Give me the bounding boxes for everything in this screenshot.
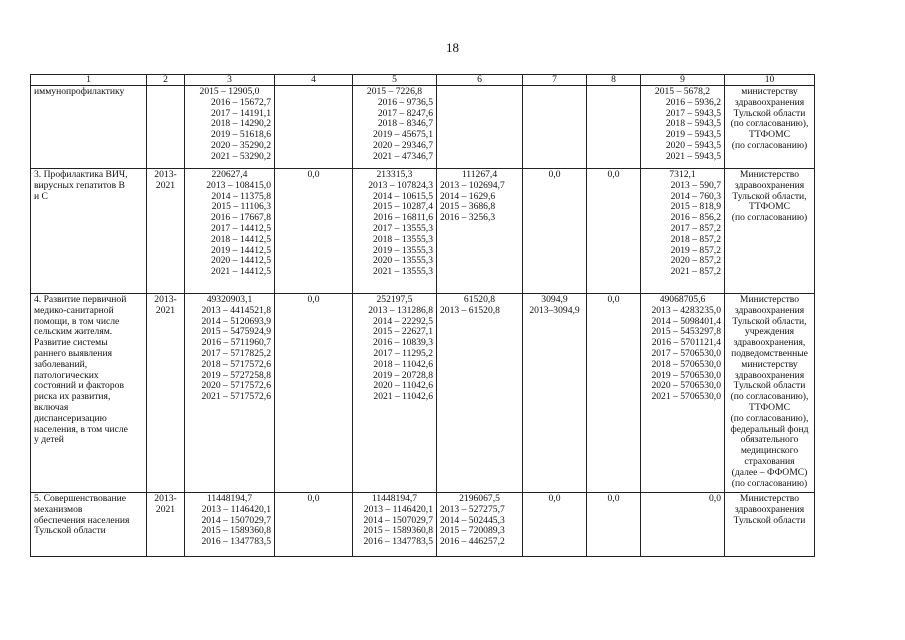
cell-line: 111267,4 <box>461 169 498 180</box>
cell-line: 2016 – 16811,6 <box>373 212 433 224</box>
column-header: 5 <box>353 75 437 86</box>
cell-line: 2019 – 5943,5 <box>665 129 721 141</box>
cell-line: (по согласованию) <box>731 477 808 489</box>
cell-line: Тульской области, <box>732 315 807 327</box>
cell-line: здравоохранения <box>734 96 805 108</box>
program-funding-table <box>30 74 815 557</box>
cell-line: 3. Профилактика ВИЧ, <box>34 169 128 180</box>
cell-line: включая <box>34 401 69 413</box>
cell-line: 2196067,5 <box>459 493 500 504</box>
cell-line: диспансеризацию <box>34 412 107 424</box>
cell-line: 252197,5 <box>376 294 413 305</box>
cell-line: 2014 – 760,3 <box>670 190 721 202</box>
cell-line: 2018 – 8346,7 <box>377 118 433 130</box>
cell-line: 2016 – 15672,7 <box>211 96 271 108</box>
cell-line: 7312,1 <box>669 169 696 180</box>
municipal-budget-cell <box>437 86 523 169</box>
column-header: 7 <box>523 75 587 86</box>
cell-line: 0,0 <box>709 493 721 504</box>
municipal-budget-cell <box>437 169 523 294</box>
other-sources-cell <box>587 169 641 294</box>
cell-line: 2015 – 12905,0 <box>199 86 260 97</box>
cell-line: 2014 – 1507029,7 <box>201 514 271 526</box>
cell-line: 2019 – 13555,3 <box>373 244 433 256</box>
table-row <box>31 86 815 169</box>
federal-budget-cell <box>275 493 353 557</box>
activity-name-cell <box>31 294 147 493</box>
cell-line: здравоохранения <box>734 503 805 515</box>
cell-line: 2013–3094,9 <box>529 304 580 316</box>
cell-line: состояний и факторов <box>34 380 124 392</box>
cell-line: раннего выявления <box>34 347 112 359</box>
cell-line: 2013 – 107824,3 <box>368 179 433 191</box>
column-number-row <box>31 75 815 86</box>
cell-line: 2015 – 22627,1 <box>373 326 433 338</box>
cell-line: 2020 – 5943,5 <box>665 139 721 151</box>
cell-line: 2015 – 10287,4 <box>373 201 433 213</box>
table-row <box>31 169 815 294</box>
cell-line: 2017 – 8247,6 <box>377 107 433 119</box>
federal-budget-cell <box>275 86 353 169</box>
total-funding-cell <box>185 493 275 557</box>
column-header: 9 <box>641 75 725 86</box>
cell-line: 0,0 <box>548 493 561 504</box>
cell-line: 2017 – 5706530,0 <box>651 347 721 359</box>
municipal-budget-cell <box>437 294 523 493</box>
cell-line: вирусных гепатитов В <box>34 179 125 191</box>
cell-line: учреждения <box>744 326 795 338</box>
cell-line: 2015 – 3686,8 <box>440 201 496 213</box>
oms-funds-cell <box>641 169 725 294</box>
other-sources-cell <box>587 86 641 169</box>
federal-budget-cell <box>275 294 353 493</box>
cell-line: 3094,9 <box>541 294 568 305</box>
cell-line: 2021 – 5706530,0 <box>651 391 721 403</box>
cell-line: сельским жителям. <box>34 326 113 338</box>
cell-line: Тульской области <box>733 380 806 392</box>
period-cell <box>147 294 185 493</box>
activity-name-cell <box>31 493 147 557</box>
period-cell <box>147 86 185 169</box>
cell-line: здравоохранения <box>734 179 805 191</box>
cell-line: (по согласованию) <box>731 139 808 151</box>
cell-line: населения, в том числе <box>34 423 128 435</box>
cell-line: 2021 – 14412,5 <box>211 266 271 278</box>
table-row <box>31 294 815 493</box>
cell-line: 2018 – 11042,6 <box>373 358 433 370</box>
cell-line: обязательного <box>740 434 799 446</box>
cell-line: 2019 – 45675,1 <box>373 129 433 141</box>
oms-funds-cell <box>641 294 725 493</box>
cell-line: Министерство <box>739 294 800 305</box>
cell-line: Министерство <box>739 493 800 504</box>
cell-line: у детей <box>34 434 64 446</box>
extrabudget-cell <box>523 86 587 169</box>
cell-line: 2017 – 5717825,2 <box>201 347 271 359</box>
cell-line: 2016 – 10839,3 <box>373 337 433 349</box>
cell-line: 2018 – 5706530,0 <box>651 358 721 370</box>
cell-line: 2013 – 131286,8 <box>368 304 433 316</box>
cell-line: 2014 – 22292,5 <box>373 315 433 327</box>
column-header: 6 <box>437 75 523 86</box>
cell-line: ТТФОМС <box>748 201 791 213</box>
cell-line: 2016 – 5936,2 <box>665 96 721 108</box>
cell-line: министерству <box>741 86 798 97</box>
cell-line: 2020 – 857,2 <box>670 255 721 267</box>
municipal-budget-cell <box>437 493 523 557</box>
cell-line: 2014 – 1629,6 <box>440 190 496 202</box>
cell-line: 2013- <box>154 169 177 180</box>
cell-line: 2016 – 856,2 <box>670 212 721 224</box>
cell-line: 2020 – 5717572,6 <box>201 380 271 392</box>
cell-line: 2013 – 4283235,0 <box>651 304 721 316</box>
cell-line: 2017 – 5943,5 <box>665 107 721 119</box>
cell-line: 2017 – 11295,2 <box>373 347 433 359</box>
cell-line: 2013 – 1146420,1 <box>201 503 271 515</box>
extrabudget-cell <box>523 294 587 493</box>
responsible-executor-cell <box>725 294 815 493</box>
cell-line: 2018 – 5943,5 <box>665 118 721 130</box>
oms-funds-cell <box>641 86 725 169</box>
cell-line: 2021 – 5943,5 <box>665 150 721 162</box>
cell-line: помощи, в том числе <box>34 315 120 327</box>
cell-line: 2015 – 5475924,9 <box>201 326 271 338</box>
cell-line: 2021 – 47346,7 <box>373 150 433 162</box>
total-funding-cell <box>185 169 275 294</box>
cell-line: 2013 – 590,7 <box>670 179 721 191</box>
cell-line: 2020 – 35290,2 <box>211 139 271 151</box>
cell-line: 49320903,1 <box>206 294 253 305</box>
cell-line: 2015 – 1589360,8 <box>363 525 433 537</box>
other-sources-cell <box>587 294 641 493</box>
cell-line: 220627,4 <box>211 169 248 180</box>
cell-line: 2021 – 11042,6 <box>373 391 433 403</box>
cell-line: 2017 – 13555,3 <box>373 222 433 234</box>
cell-line: 2019 – 857,2 <box>670 244 721 256</box>
cell-line: 2013 – 1146420,1 <box>363 503 433 515</box>
cell-line: 2015 – 7226,8 <box>366 86 423 97</box>
cell-line: (по согласованию), <box>730 412 809 424</box>
cell-line: министерству <box>741 358 798 370</box>
cell-line: 2017 – 14191,1 <box>211 107 271 119</box>
cell-line: 2013 – 102694,7 <box>440 179 505 191</box>
cell-line: 2021 – 53290,2 <box>211 150 271 162</box>
cell-line: 2014 – 1507029,7 <box>363 514 433 526</box>
cell-line: 11448194,7 <box>206 493 253 504</box>
activity-name-cell <box>31 169 147 294</box>
cell-line: 213315,3 <box>376 169 413 180</box>
responsible-executor-cell <box>725 169 815 294</box>
cell-line: риска их развития, <box>34 391 111 403</box>
cell-line: 2020 – 5706530,0 <box>651 380 721 392</box>
cell-line: ТТФОМС <box>748 401 791 413</box>
cell-line: 2018 – 857,2 <box>670 233 721 245</box>
cell-line: 4. Развитие первичной <box>34 294 127 305</box>
cell-line: 2021 – 857,2 <box>670 266 721 278</box>
cell-line: 2021 – 5717572,6 <box>201 391 271 403</box>
cell-line: 5. Совершенствование <box>34 493 126 504</box>
cell-line: здравоохранения <box>734 369 805 381</box>
cell-line: 2021 <box>155 503 176 515</box>
cell-line: 49068705,6 <box>659 294 706 305</box>
federal-budget-cell <box>275 169 353 294</box>
cell-line: (по согласованию), <box>730 118 809 130</box>
cell-line: 2019 – 20728,8 <box>373 369 433 381</box>
cell-line: и С <box>34 190 48 202</box>
cell-line: 2019 – 5706530,0 <box>651 369 721 381</box>
cell-line: 2019 – 51618,6 <box>211 129 271 141</box>
cell-line: иммунопрофилактику <box>34 86 125 97</box>
cell-line: 2014 – 5120693,9 <box>201 315 271 327</box>
cell-line: 2018 – 14290,2 <box>211 118 271 130</box>
cell-line: здравоохранения, <box>733 337 806 349</box>
cell-line: (по согласованию) <box>731 212 808 224</box>
cell-line: 0,0 <box>607 493 620 504</box>
cell-line: Тульской области <box>733 514 806 526</box>
responsible-executor-cell <box>725 86 815 169</box>
cell-line: 2016 – 3256,3 <box>440 212 496 224</box>
cell-line: Развитие системы <box>34 337 108 349</box>
cell-line: 2016 – 446257,2 <box>440 536 505 548</box>
regional-budget-cell <box>353 86 437 169</box>
cell-line: 2014 – 10615,5 <box>373 190 433 202</box>
cell-line: здравоохранения <box>734 304 805 316</box>
cell-line: 2020 – 29346,7 <box>373 139 433 151</box>
cell-line: 2015 – 818,9 <box>670 201 721 213</box>
column-header: 1 <box>31 75 147 86</box>
cell-line: медицинского <box>740 445 799 457</box>
cell-line: 2014 – 5098401,4 <box>651 315 721 327</box>
cell-line: 0,0 <box>307 493 320 504</box>
cell-line: 2016 – 1347783,5 <box>201 536 271 548</box>
cell-line: 2014 – 502445,3 <box>440 514 505 526</box>
regional-budget-cell <box>353 169 437 294</box>
cell-line: 2018 – 5717572,6 <box>201 358 271 370</box>
cell-line: 2015 – 720089,3 <box>440 525 505 537</box>
cell-line: патологических <box>34 369 99 381</box>
cell-line: 0,0 <box>307 169 320 180</box>
column-header: 8 <box>587 75 641 86</box>
cell-line: 2018 – 13555,3 <box>373 233 433 245</box>
cell-line: 2020 – 11042,6 <box>373 380 433 392</box>
extrabudget-cell <box>523 493 587 557</box>
extrabudget-cell <box>523 169 587 294</box>
regional-budget-cell <box>353 493 437 557</box>
other-sources-cell <box>587 493 641 557</box>
cell-line: подведомственные <box>731 347 808 359</box>
column-header: 2 <box>147 75 185 86</box>
cell-line: страхования <box>744 455 795 467</box>
cell-line: 2013 – 527275,7 <box>440 503 505 515</box>
activity-name-cell <box>31 86 147 169</box>
cell-line: 2016 – 9736,5 <box>377 96 433 108</box>
cell-line: федеральный фонд <box>730 423 809 435</box>
cell-line: 2016 – 5711960,7 <box>201 337 271 349</box>
cell-line: 0,0 <box>307 294 320 305</box>
cell-line: 2013- <box>154 294 177 305</box>
cell-line: 2021 <box>155 179 176 191</box>
column-header: 3 <box>185 75 275 86</box>
responsible-executor-cell <box>725 493 815 557</box>
column-header: 4 <box>275 75 353 86</box>
page-number: 18 <box>446 40 459 55</box>
period-cell <box>147 169 185 294</box>
cell-line: 11448194,7 <box>371 493 418 504</box>
cell-line: 2013- <box>154 493 177 504</box>
period-cell <box>147 493 185 557</box>
cell-line: 2019 – 5727258,8 <box>201 369 271 381</box>
cell-line: 0,0 <box>548 169 561 180</box>
cell-line: 0,0 <box>607 294 620 305</box>
regional-budget-cell <box>353 294 437 493</box>
cell-line: (по согласованию), <box>730 391 809 403</box>
cell-line: 2018 – 14412,5 <box>211 233 271 245</box>
cell-line: 2013 – 4414521,8 <box>201 304 271 316</box>
cell-line: медико-санитарной <box>34 304 114 316</box>
cell-line: обеспечения населения <box>34 514 130 526</box>
cell-line: 2021 – 13555,3 <box>373 266 433 278</box>
cell-line: 2017 – 857,2 <box>670 222 721 234</box>
cell-line: 2015 – 11106,3 <box>211 201 271 213</box>
cell-line: 0,0 <box>607 169 620 180</box>
cell-line: Тульской области, <box>732 190 807 202</box>
total-funding-cell <box>185 86 275 169</box>
cell-line: механизмов <box>34 503 83 515</box>
cell-line: 2016 – 5701121,4 <box>651 337 721 349</box>
cell-line: 2014 – 11375,8 <box>211 190 271 202</box>
cell-line: 2013 – 108415,0 <box>206 179 271 191</box>
cell-line: ТТФОМС <box>748 129 791 141</box>
cell-line: 2015 – 5678,2 <box>654 86 711 97</box>
oms-funds-cell <box>641 493 725 557</box>
cell-line: 61520,8 <box>463 294 496 305</box>
cell-line: 2020 – 14412,5 <box>211 255 271 267</box>
cell-line: Тульской области <box>733 107 806 119</box>
cell-line: 2020 – 13555,3 <box>373 255 433 267</box>
cell-line: 2016 – 17667,8 <box>211 212 271 224</box>
cell-line: Министерство <box>739 169 800 180</box>
cell-line: 2015 – 1589360,8 <box>201 525 271 537</box>
cell-line: 2013 – 61520,8 <box>440 304 500 316</box>
cell-line: 2015 – 5453297,8 <box>651 326 721 338</box>
cell-line: 2019 – 14412,5 <box>211 244 271 256</box>
column-header: 10 <box>725 75 815 86</box>
cell-line: 2017 – 14412,5 <box>211 222 271 234</box>
cell-line: Тульской области <box>34 525 106 537</box>
cell-line: (далее – ФФОМС) <box>731 466 808 478</box>
table-row <box>31 493 815 557</box>
cell-line: 2021 <box>155 304 176 316</box>
total-funding-cell <box>185 294 275 493</box>
cell-line: заболеваний, <box>34 358 88 370</box>
cell-line: 2016 – 1347783,5 <box>363 536 433 548</box>
